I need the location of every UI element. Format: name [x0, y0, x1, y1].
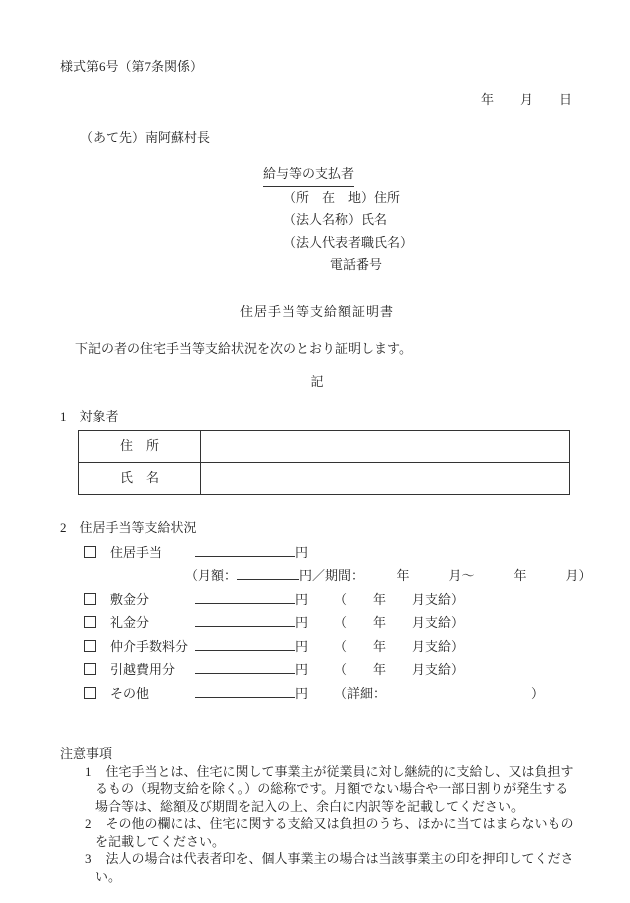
yen-label: 円: [295, 662, 309, 677]
payer-address-line: （所 在 地）住所: [283, 189, 401, 205]
checkbox-deposit[interactable]: [84, 593, 96, 605]
note-text: 住宅手当とは、住宅に関して事業主が従業員に対し継続的に支給し、又は負担するもの（現物支給を除く。）の総称です。月額でない場合や一部日割りが発生する場合等は、総額及び期間を記入の上、余白に内訳等を記載してください。: [95, 763, 574, 814]
date-line: 年 月 日: [480, 92, 572, 107]
ki-marker: 記: [310, 373, 324, 389]
allowance-row-other: [84, 682, 574, 706]
note-item-3: [60, 850, 574, 885]
note-number: 1: [85, 763, 92, 779]
checkbox-other[interactable]: [84, 687, 96, 699]
other-amount-field[interactable]: [195, 684, 295, 698]
allowance-row-housing: [84, 541, 574, 565]
notes-section: [60, 745, 574, 885]
checkbox-key-money[interactable]: [84, 616, 96, 628]
detail-prefix-label: （詳細：: [334, 685, 387, 701]
name-input-cell[interactable]: [201, 462, 570, 494]
note-item-2: [60, 815, 574, 850]
allowance-row-brokerage-fee: [84, 635, 574, 659]
document-title: 住居手当等支給額証明書: [239, 303, 394, 319]
note-item-1: [60, 763, 574, 816]
housing-allowance-amount-field[interactable]: [195, 543, 295, 557]
notes-heading: 注意事項: [60, 746, 113, 761]
subject-table: [78, 430, 570, 495]
payment-date-label: （ 年 月支給）: [334, 662, 465, 677]
brokerage-fee-amount-field[interactable]: [195, 637, 295, 651]
section1-heading: 1 対象者: [60, 408, 119, 424]
allowance-row-moving-cost: [84, 658, 574, 682]
allowance-label-deposit: 敷金分: [110, 591, 150, 607]
note-text: その他の欄には、住宅に関する支給又は負担のうち、ほかに当てはまらないものを記載してください。: [95, 816, 574, 849]
payment-date-label: （ 年 月支給）: [334, 615, 465, 630]
allowance-label-other: その他: [110, 685, 150, 701]
yen-label: 円: [295, 615, 309, 630]
note-number: 2: [85, 816, 92, 831]
form-number: 様式第6号（第7条関係）: [60, 59, 204, 74]
address-input-cell[interactable]: [201, 430, 570, 462]
monthly-amount-field[interactable]: [237, 566, 299, 580]
yen-label: 円: [295, 685, 309, 701]
name-label: 氏 名: [79, 462, 201, 494]
allowance-label-housing: 住居手当: [110, 544, 163, 560]
table-row-name: [79, 462, 570, 494]
yen-label: 円: [295, 591, 309, 607]
allowance-label-brokerage-fee: 仲介手数料分: [110, 638, 189, 654]
table-row-address: [79, 430, 570, 462]
deposit-amount-field[interactable]: [195, 590, 295, 604]
address-label: 住 所: [79, 430, 201, 462]
monthly-suffix-label: 円／期間： 年 月～ 年 月）: [299, 568, 592, 583]
payer-phone-line: 電話番号: [330, 257, 383, 272]
payer-block: [263, 163, 574, 277]
moving-cost-amount-field[interactable]: [195, 660, 295, 674]
payer-heading-text: 給与等の支払者: [263, 163, 354, 187]
yen-label: 円: [295, 638, 309, 654]
note-text: 法人の場合は代表者印を、個人事業主の場合は当該事業主の印を押印してください。: [95, 851, 574, 884]
section2-heading: 2 住居手当等支給状況: [60, 519, 197, 535]
allowance-label-moving-cost: 引越費用分: [110, 662, 176, 677]
allowance-label-key-money: 礼金分: [110, 615, 150, 630]
payer-name-line: （法人名称）氏名: [283, 212, 388, 227]
payer-representative-line: （法人代表者職氏名）: [283, 234, 414, 250]
payer-heading: [263, 163, 574, 187]
payment-date-label: （ 年 月支給）: [334, 638, 465, 654]
monthly-period-line: [185, 564, 592, 588]
allowance-row-deposit: [84, 588, 574, 612]
yen-label: 円: [295, 544, 309, 560]
payment-date-label: （ 年 月支給）: [334, 591, 465, 607]
checkbox-housing-allowance[interactable]: [84, 546, 96, 558]
detail-close-label: ）: [531, 685, 545, 701]
monthly-prefix-label: （月額：: [185, 568, 238, 583]
note-number: 3: [85, 851, 92, 866]
addressee: （あて先）南阿蘇村長: [80, 130, 211, 145]
allowance-rows: [84, 541, 592, 706]
intro-text: 下記の者の住宅手当等支給状況を次のとおり証明します。: [75, 340, 412, 356]
checkbox-moving-cost[interactable]: [84, 663, 96, 675]
allowance-row-key-money: [84, 611, 574, 635]
key-money-amount-field[interactable]: [195, 613, 295, 627]
checkbox-brokerage-fee[interactable]: [84, 640, 96, 652]
